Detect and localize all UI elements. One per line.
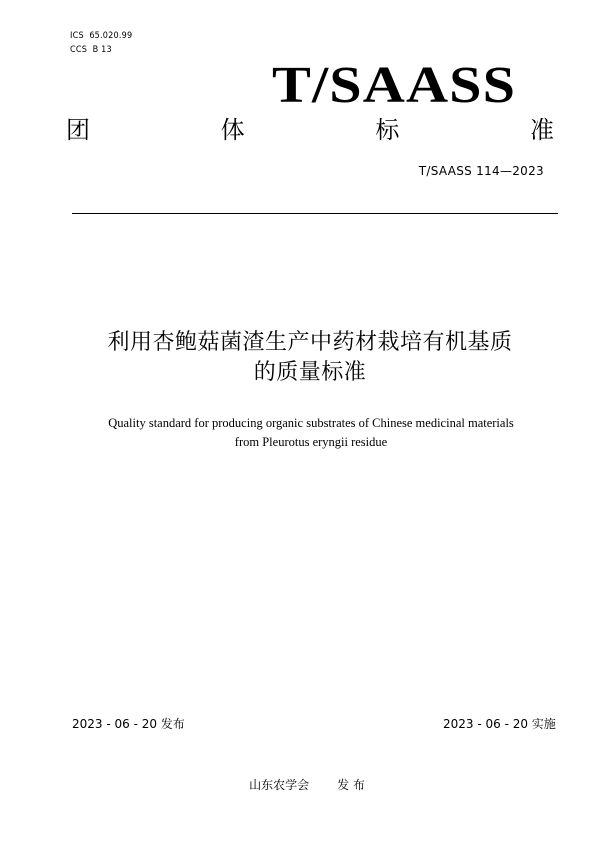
issuer-action: 发 布 (337, 778, 365, 792)
chinese-title (0, 328, 600, 388)
english-title (0, 414, 600, 452)
doc-type-char: 准 (529, 116, 554, 144)
ics-code: ICS 65.020.99 (70, 31, 133, 41)
issuer-name: 山东农学会 (249, 778, 310, 792)
chinese-title-line1: 利用杏鲍菇菌渣生产中药材栽培有机基质 (107, 330, 513, 355)
classification-codes (70, 29, 132, 57)
implement-date: 2023 - 06 - 20 实施 (443, 717, 556, 731)
english-title-line1: Quality standard for producing organic substrates of Chinese medicinal materials (108, 416, 514, 430)
doc-type-char: 团 (66, 116, 90, 144)
english-title-line2: from Pleurotus eryngii residue (234, 435, 388, 449)
doc-type-char: 体 (220, 116, 245, 144)
doc-type-char: 标 (375, 116, 400, 144)
document-number: T/SAASS 114—2023 (418, 164, 544, 178)
header-divider (72, 213, 558, 214)
standard-logo: T/SAASS (272, 57, 517, 114)
publish-date: 2023 - 06 - 20 发布 (72, 717, 185, 731)
document-type-heading (66, 115, 554, 145)
chinese-title-line2: 的质量标准 (253, 360, 367, 385)
issuer-line (0, 777, 600, 793)
ccs-code: CCS B 13 (70, 45, 112, 55)
